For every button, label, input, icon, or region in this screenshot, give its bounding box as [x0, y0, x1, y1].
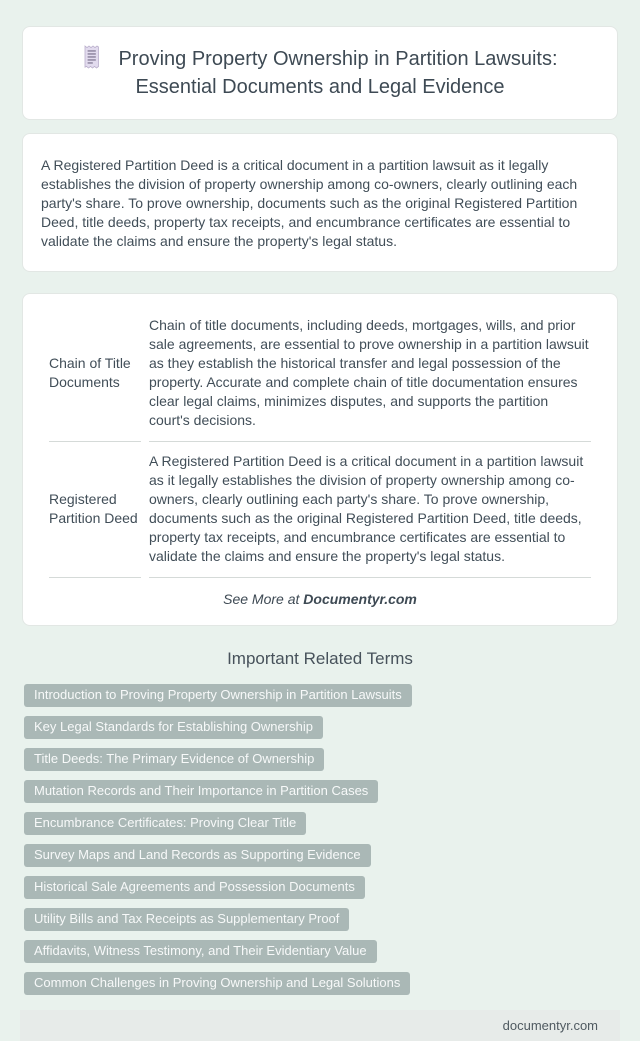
related-term-tag[interactable]: Affidavits, Witness Testimony, and Their Evidentiary Value [24, 940, 377, 963]
see-more-prefix: See More at [223, 591, 304, 607]
see-more-site-link[interactable]: Documentyr.com [303, 591, 417, 607]
page [0, 26, 640, 1033]
related-term-tag[interactable]: Utility Bills and Tax Receipts as Supplementary Proof [24, 908, 349, 931]
title-card [22, 26, 618, 120]
related-term-tag[interactable]: Mutation Records and Their Importance in Partition Cases [24, 780, 378, 803]
page-title-text: Proving Property Ownership in Partition Lawsuits: Essential Documents and Legal Evidence [118, 48, 558, 98]
footer-site-label: documentyr.com [502, 1018, 598, 1033]
related-term-tag[interactable]: Common Challenges in Proving Ownership and Legal Solutions [24, 972, 410, 995]
related-terms-tag-list [0, 684, 640, 995]
page-title [43, 45, 597, 101]
term-cell: Chain of Title Documents [49, 306, 141, 442]
related-term-tag[interactable]: Encumbrance Certificates: Proving Clear Title [24, 812, 306, 835]
receipt-icon [82, 45, 102, 69]
term-cell: Registered Partition Deed [49, 442, 141, 578]
related-term-tag[interactable]: Survey Maps and Land Records as Supporting Evidence [24, 844, 371, 867]
see-more-line [41, 591, 599, 607]
footer-bar [20, 1010, 620, 1041]
definitions-card [22, 293, 618, 626]
related-terms-heading: Important Related Terms [227, 649, 413, 668]
related-term-tag[interactable]: Introduction to Proving Property Ownership in Partition Lawsuits [24, 684, 412, 707]
related-term-tag[interactable]: Key Legal Standards for Establishing Ownership [24, 716, 323, 739]
summary-card [22, 133, 618, 272]
description-cell: Chain of title documents, including deeds, mortgages, wills, and prior sale agreements, are essential to prove ownership in a partition lawsuit as they establish the historical transfer and legal possession of the property. Accurate and complete chain of title documentation ensures clear legal claims, minimizes disputes, and supports the partition court's decisions. [149, 306, 591, 442]
description-cell: A Registered Partition Deed is a critical document in a partition lawsuit as it legally establishes the division of property ownership among co-owners, clearly outlining each party's share. To prove ownership, documents such as the original Registered Partition Deed, title deeds, property tax receipts, and encumbrance certificates are essential to validate the claims and ensure the property's legal status. [149, 442, 591, 578]
table-row [49, 306, 591, 442]
related-term-tag[interactable]: Historical Sale Agreements and Possession Documents [24, 876, 365, 899]
summary-paragraph: A Registered Partition Deed is a critical document in a partition lawsuit as it legally establishes the division of property ownership among co-owners, clearly outlining each party's share. To prove ownership, documents such as the original Registered Partition Deed, title deeds, property tax receipts, and encumbrance certificates are essential to validate the claims and ensure the property's legal status. [41, 157, 578, 249]
related-term-tag[interactable]: Title Deeds: The Primary Evidence of Ownership [24, 748, 324, 771]
table-row [49, 442, 591, 578]
definitions-table [41, 306, 599, 578]
